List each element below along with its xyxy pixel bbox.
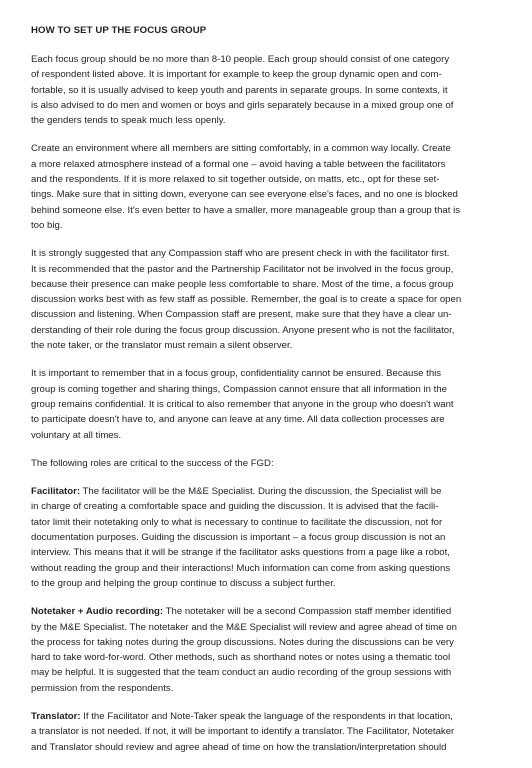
line-text: by the M&E Specialist. The notetaker and the M&E Specialist will review and agree ahead of time on [31,621,457,633]
line-text: and the respondents. If it is more relaxed to sit together outside, on matts, etc., opt for these set- [31,174,440,186]
line-text: is also advised to do men and women or boys and girls separately because in a mixed group one of [31,99,454,111]
paragraph [31,709,503,755]
line-text: fortable, so it is usually advised to keep youth and parents in separate groups. In some contexts, it [31,84,448,96]
text-line [31,604,503,619]
text-line [31,484,503,499]
line-text: behind someone else. It's even better to have a smaller, more manageable group than a group that is [31,204,461,216]
line-text: in charge of creating a comfortable space and guiding the discussion. It is advised that the facili- [31,501,439,513]
line-text: It is strongly suggested that any Compassion staff who are present check in with the facilitator first. [31,248,450,260]
line-text: permission from the respondents. [31,682,174,694]
line-text: the process for taking notes during the group discussions. Notes during the discussions can be very [31,636,454,648]
text-line [31,52,503,67]
line-text: If the Facilitator and Note-Taker speak the language of the respondents in that location, [80,710,453,722]
text-line [31,709,503,724]
line-text: interview. This means that it will be strange if the facilitator asks questions from a page like a robot, [31,547,450,559]
paragraph [31,604,503,696]
text-line [31,277,503,292]
role-label: Facilitator: [31,486,81,498]
line-text: Each focus group should be no more than 8-10 people. Each group should consist of one category [31,54,450,65]
line-text: The following roles are critical to the success of the FGD: [31,457,274,469]
line-text: to the group and helping the group continue to discuss a subject further. [31,577,336,589]
paragraph [31,52,503,128]
text-line [31,635,503,650]
text-line [31,98,503,113]
text-line [31,561,503,576]
line-text: without reading the group and their interactions! Much information can come from asking questions [31,562,451,574]
line-text: may be helpful. It is suggested that the team conduct an audio recording of the group sessions with [31,667,452,679]
text-line [31,740,503,755]
line-text: tings. Make sure that in sitting down, everyone can see everyone else's faces, and no one is blocked [31,189,458,201]
text-line [31,366,503,381]
text-line [31,157,503,172]
section-heading: HOW TO SET UP THE FOCUS GROUP [31,25,207,36]
line-text: The notetaker will be a second Compassion staff member identified [163,606,452,618]
text-line [31,141,503,156]
text-line [31,397,503,412]
text-line [31,576,503,591]
line-text: discussion works best with as few staff as possible. Remember, the goal is to create a space for open [31,294,462,306]
text-line [31,83,503,98]
line-text: voluntary at all times. [31,429,122,441]
role-label: Translator: [31,710,81,722]
text-line [31,650,503,665]
text-line [31,515,503,530]
text-line [31,262,503,277]
line-text: group remains confidential. It is critical to also remember that anyone in the group who doesn't want [31,398,454,410]
line-text: a more relaxed atmosphere instead of a formal one – avoid having a table between the facilitators [31,158,446,170]
role-label: Notetaker + Audio recording: [31,606,164,618]
text-line [31,338,503,353]
text-line [31,172,503,187]
paragraph [31,246,503,353]
paragraph [31,484,503,591]
line-text: Create an environment where all members are sitting comfortably, in a common way locally. Create [31,143,451,155]
document-page [31,24,503,768]
line-text: discussion and listening. When Compassion staff are present, make sure that they have a clear un- [31,309,452,321]
line-text: a translator is not needed. If not, it will be important to identify a translator. The Facilitator, Notetaker [31,726,455,738]
text-line [31,665,503,680]
text-line [31,456,503,471]
text-line [31,323,503,338]
line-text: the note taker, or the translator must remain a silent observer. [31,340,293,352]
line-text: to participate doesn't have to, and anyone can leave at any time. All data collection processes are [31,414,445,426]
line-text: of respondent listed above. It is important for example to keep the group dynamic open and com- [31,69,442,81]
text-line [31,428,503,443]
paragraph [31,456,503,471]
line-text: hard to take word-for-word. Other methods, such as shorthand notes or notes using a thematic tool [31,652,451,664]
text-line [31,530,503,545]
line-text: the genders tends to speak much less openly. [31,115,226,127]
text-line [31,292,503,307]
line-text: derstanding of their role during the focus group discussion. Anyone present who is not the facilitator, [31,324,455,336]
text-line [31,412,503,427]
text-line [31,218,503,233]
text-line [31,113,503,128]
text-line [31,187,503,202]
line-text: because their presence can make people less comfortable to share. Most of the time, a focus group [31,278,454,290]
text-line [31,67,503,82]
line-text: tator limit their notetaking only to what is necessary to continue to facilitate the discussion, not for [31,516,443,528]
paragraph [31,366,503,442]
line-text: and Translator should review and agree ahead of time on how the translation/interpretation should [31,741,447,753]
paragraph [31,141,503,233]
text-line [31,545,503,560]
text-line [31,724,503,739]
line-text: documentation purposes. Guiding the discussion is important – a focus group discussion is not an [31,532,446,544]
line-text: group is coming together and sharing things, Compassion cannot ensure that all information in the [31,383,447,395]
line-text: It is important to remember that in a focus group, confidentiality cannot be ensured. Because this [31,368,442,380]
line-text: too big. [31,219,63,231]
text-line [31,203,503,218]
line-text: The facilitator will be the M&E Specialist. During the discussion, the Specialist will be [80,486,442,498]
paragraph-list [31,52,503,755]
line-text: It is recommended that the pastor and the Partnership Facilitator not be involved in the focus group, [31,263,454,275]
text-line [31,681,503,696]
text-line [31,307,503,322]
text-line [31,382,503,397]
text-line [31,499,503,514]
text-line [31,246,503,261]
text-line [31,620,503,635]
